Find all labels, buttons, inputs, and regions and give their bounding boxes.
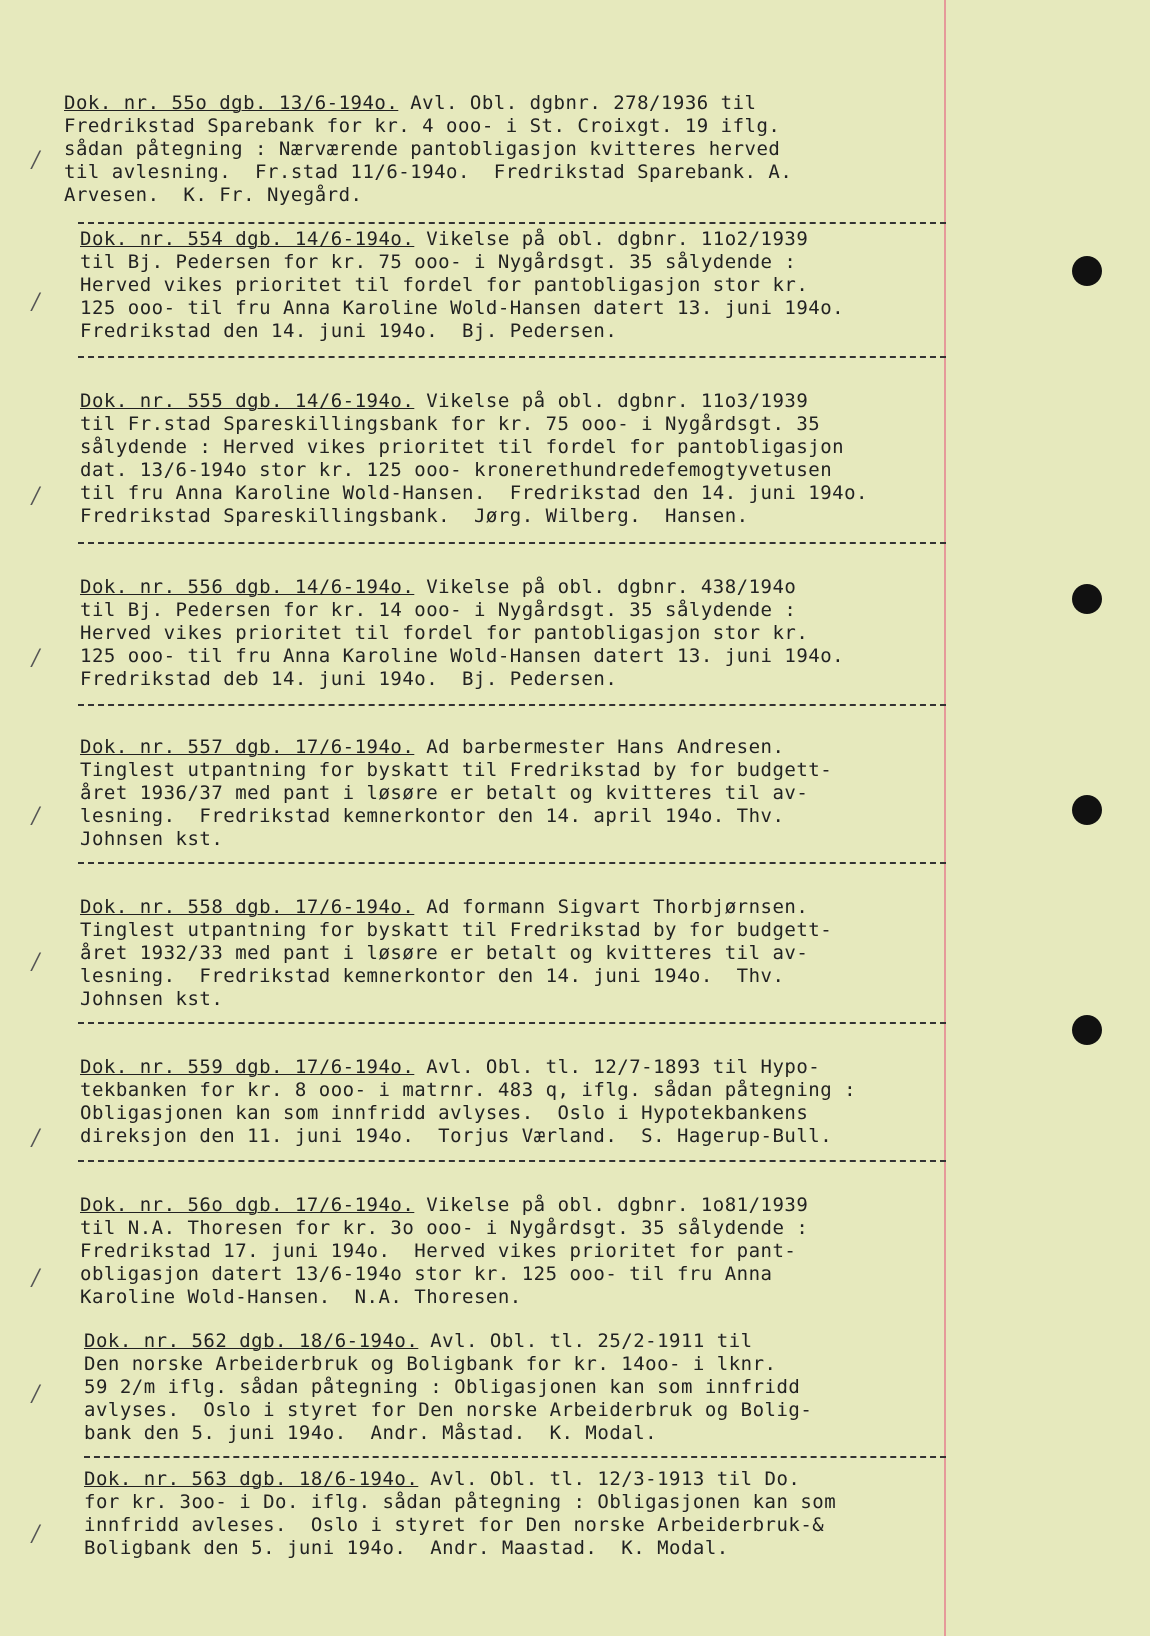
separator-line	[78, 356, 946, 358]
entry-heading: Dok. nr. 563 dgb. 18/6-194o.	[84, 1468, 419, 1490]
entry-line: året 1932/33 med pant i løsøre er betalt og kvitteres til av-	[80, 942, 809, 964]
entry-text: Vikelse på obl. dgbnr. 11o3/1939	[414, 390, 809, 412]
margin-mark: /	[32, 1522, 40, 1547]
document-entry	[80, 1056, 990, 1148]
entry-line: Fredrikstad deb 14. juni 194o. Bj. Pedersen.	[80, 668, 618, 690]
margin-mark: /	[32, 290, 40, 315]
entry-line: lesning. Fredrikstad kemnerkontor den 14. juni 194o. Thv.	[80, 965, 785, 987]
document-entry	[80, 736, 990, 851]
entry-line: til Fr.stad Spareskillingsbank for kr. 75 ooo- i Nygårdsgt. 35	[80, 413, 821, 435]
entry-heading: Dok. nr. 56o dgb. 17/6-194o.	[80, 1194, 415, 1216]
entry-line: sålydende : Herved vikes prioritet til fordel for pantobligasjon	[80, 436, 845, 458]
entry-text: Avl. Obl. tl. 12/3-1913 til Do.	[418, 1468, 801, 1490]
entry-heading: Dok. nr. 554 dgb. 14/6-194o.	[80, 228, 415, 250]
entry-line: til N.A. Thoresen for kr. 3o ooo- i Nygårdsgt. 35 sålydende :	[80, 1217, 809, 1239]
separator-line	[78, 222, 946, 224]
document-entry	[80, 896, 990, 1011]
entry-text: Avl. Obl. tl. 25/2-1911 til	[418, 1330, 753, 1352]
document-entry	[84, 1330, 994, 1445]
document-entry	[64, 92, 974, 207]
entry-first-line	[84, 1468, 994, 1491]
punch-hole	[1072, 584, 1102, 614]
entry-line: Johnsen kst.	[80, 988, 224, 1010]
margin-mark: /	[32, 950, 40, 975]
entry-line: til fru Anna Karoline Wold-Hansen. Fredrikstad den 14. juni 194o.	[80, 482, 868, 504]
entry-heading: Dok. nr. 55o dgb. 13/6-194o.	[64, 92, 399, 114]
entry-line: Den norske Arbeiderbruk og Boligbank for kr. 14oo- i lknr.	[84, 1353, 777, 1375]
entry-heading: Dok. nr. 558 dgb. 17/6-194o.	[80, 896, 415, 918]
entry-line: 125 ooo- til fru Anna Karoline Wold-Hansen datert 13. juni 194o.	[80, 645, 845, 667]
entry-text: Vikelse på obl. dgbnr. 11o2/1939	[414, 228, 809, 250]
entry-line: Tinglest utpantning for byskatt til Fredrikstad by for budgett-	[80, 759, 833, 781]
entry-line: Boligbank den 5. juni 194o. Andr. Maastad. K. Modal.	[84, 1537, 729, 1559]
entry-first-line	[80, 390, 990, 413]
entry-text: Avl. Obl. tl. 12/7-1893 til Hypo-	[414, 1056, 821, 1078]
entry-line: lesning. Fredrikstad kemnerkontor den 14. april 194o. Thv.	[80, 805, 785, 827]
entry-line: 59 2/m iflg. sådan påtegning : Obligasjonen kan som innfridd	[84, 1376, 801, 1398]
entry-line: dat. 13/6-194o stor kr. 125 ooo- kronerethundredefemogtyvetusen	[80, 459, 833, 481]
entry-text: Avl. Obl. dgbnr. 278/1936 til	[398, 92, 757, 114]
entry-line: Herved vikes prioritet til fordel for pantobligasjon stor kr.	[80, 274, 809, 296]
entry-line: direksjon den 11. juni 194o. Torjus Værland. S. Hagerup-Bull.	[80, 1125, 833, 1147]
entry-text: Vikelse på obl. dgbnr. 1o81/1939	[414, 1194, 809, 1216]
separator-line	[78, 704, 946, 706]
margin-mark: /	[32, 148, 40, 173]
margin-mark: /	[32, 804, 40, 829]
document-entry	[80, 576, 990, 691]
separator-line	[78, 1160, 946, 1162]
document-entry	[84, 1468, 994, 1560]
entry-line: til Bj. Pedersen for kr. 75 ooo- i Nygårdsgt. 35 sålydende :	[80, 251, 797, 273]
entry-line: Johnsen kst.	[80, 828, 224, 850]
margin-mark: /	[32, 646, 40, 671]
separator-line	[78, 1022, 946, 1024]
separator-line	[78, 542, 946, 544]
document-entry	[80, 390, 990, 528]
entry-heading: Dok. nr. 562 dgb. 18/6-194o.	[84, 1330, 419, 1352]
entry-line: året 1936/37 med pant i løsøre er betalt og kvitteres til av-	[80, 782, 809, 804]
entry-text: Ad formann Sigvart Thorbjørnsen.	[414, 896, 809, 918]
entry-line: tekbanken for kr. 8 ooo- i matrnr. 483 q, iflg. sådan påtegning :	[80, 1079, 857, 1101]
entry-line: bank den 5. juni 194o. Andr. Måstad. K. Modal.	[84, 1422, 658, 1444]
entry-text: Vikelse på obl. dgbnr. 438/194o	[414, 576, 797, 598]
entry-line: Obligasjonen kan som innfridd avlyses. Oslo i Hypotekbankens	[80, 1102, 809, 1124]
punch-hole	[1072, 795, 1102, 825]
entry-line: Fredrikstad Spareskillingsbank. Jørg. Wilberg. Hansen.	[80, 505, 749, 527]
document-entry	[80, 1194, 990, 1309]
entry-line: Fredrikstad Sparebank for kr. 4 ooo- i St. Croixgt. 19 iflg.	[64, 115, 781, 137]
document-entry	[80, 228, 990, 343]
entry-first-line	[64, 92, 974, 115]
entry-line: sådan påtegning : Nærværende pantobligasjon kvitteres herved	[64, 138, 781, 160]
entry-line: Karoline Wold-Hansen. N.A. Thoresen.	[80, 1286, 522, 1308]
punch-hole	[1072, 256, 1102, 286]
punch-hole	[1072, 1015, 1102, 1045]
entry-text: Ad barbermester Hans Andresen.	[414, 736, 785, 758]
entry-heading: Dok. nr. 556 dgb. 14/6-194o.	[80, 576, 415, 598]
entry-first-line	[80, 1194, 990, 1217]
entry-line: obligasjon datert 13/6-194o stor kr. 125 ooo- til fru Anna	[80, 1263, 773, 1285]
entry-line: for kr. 3oo- i Do. iflg. sådan påtegning : Obligasjonen kan som	[84, 1491, 837, 1513]
entry-line: Arvesen. K. Fr. Nyegård.	[64, 184, 363, 206]
margin-mark: /	[32, 1126, 40, 1151]
entry-line: 125 ooo- til fru Anna Karoline Wold-Hansen datert 13. juni 194o.	[80, 297, 845, 319]
entry-first-line	[84, 1330, 994, 1353]
entry-line: til Bj. Pedersen for kr. 14 ooo- i Nygårdsgt. 35 sålydende :	[80, 599, 797, 621]
entry-first-line	[80, 736, 990, 759]
margin-mark: /	[32, 484, 40, 509]
entry-line: Fredrikstad den 14. juni 194o. Bj. Pedersen.	[80, 320, 618, 342]
entry-heading: Dok. nr. 557 dgb. 17/6-194o.	[80, 736, 415, 758]
entry-first-line	[80, 1056, 990, 1079]
entry-first-line	[80, 896, 990, 919]
entry-first-line	[80, 576, 990, 599]
margin-mark: /	[32, 1266, 40, 1291]
entry-first-line	[80, 228, 990, 251]
entry-line: avlyses. Oslo i styret for Den norske Arbeiderbruk og Bolig-	[84, 1399, 813, 1421]
separator-line	[78, 862, 946, 864]
entry-line: Fredrikstad 17. juni 194o. Herved vikes prioritet for pant-	[80, 1240, 797, 1262]
entry-line: Herved vikes prioritet til fordel for pantobligasjon stor kr.	[80, 622, 809, 644]
entry-line: innfridd avleses. Oslo i styret for Den norske Arbeiderbruk-&	[84, 1514, 825, 1536]
entry-line: Tinglest utpantning for byskatt til Fredrikstad by for budgett-	[80, 919, 833, 941]
separator-line	[84, 1456, 946, 1458]
margin-mark: /	[32, 1382, 40, 1407]
entry-heading: Dok. nr. 555 dgb. 14/6-194o.	[80, 390, 415, 412]
entry-line: til avlesning. Fr.stad 11/6-194o. Fredrikstad Sparebank. A.	[64, 161, 793, 183]
entry-heading: Dok. nr. 559 dgb. 17/6-194o.	[80, 1056, 415, 1078]
